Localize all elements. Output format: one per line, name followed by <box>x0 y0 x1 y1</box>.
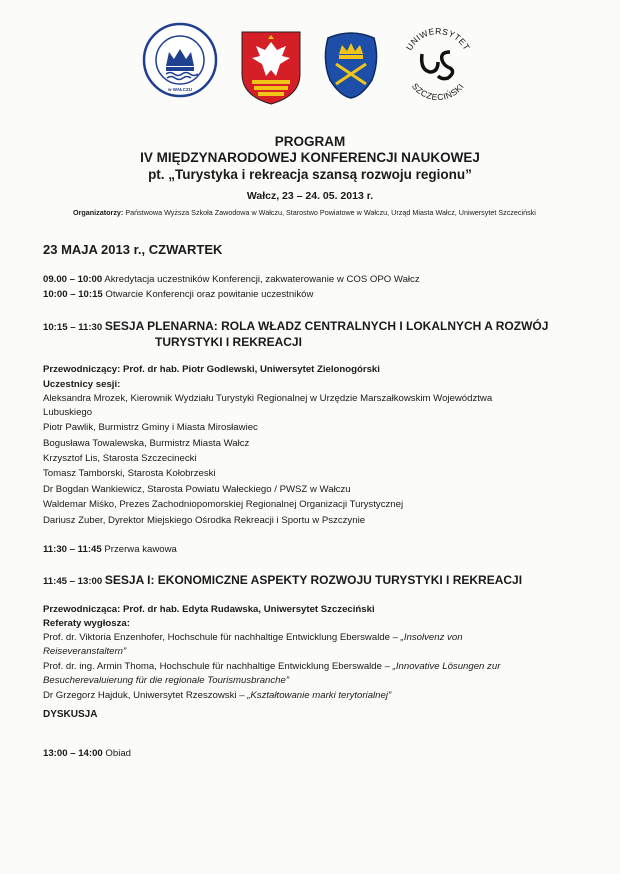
paper-author: Prof. dr. ing. Armin Thoma, Hochschule für nachhaltige Entwicklung Eberswalde – <box>43 661 393 672</box>
us-logo-top-text: UNIWERSYTET <box>403 25 473 53</box>
svg-text:SZCZECIŃSKI <box>410 81 466 102</box>
paper-title: „Insolvenz von <box>400 632 463 643</box>
discussion-label: DYSKUSJA <box>43 709 98 720</box>
session1-heading <box>43 573 522 587</box>
session-title: SESJA I: EKONOMICZNE ASPEKTY ROZWOJU TURYSTYKI I REKREACJI <box>104 573 523 587</box>
agenda-text: Obiad <box>102 748 132 759</box>
crest-logo <box>322 30 380 100</box>
plenary-session-heading <box>43 319 548 333</box>
participant-item: Dr Bogdan Wankiewicz, Starosta Powiatu Wałeckiego / PWSZ w Wałczu <box>43 484 351 495</box>
pwsz-logo <box>142 22 218 98</box>
agenda-time: 10:00 – 10:15 <box>43 289 103 300</box>
participant-item: Aleksandra Mrozek, Kierownik Wydziału Turystyki Regionalnej w Urzędzie Marszałkowskim Województwa <box>43 393 493 404</box>
session-time: 10:15 – 11:30 <box>43 322 105 333</box>
agenda-text: Otwarcie Konferencji oraz powitanie uczestników <box>102 289 314 300</box>
agenda-item-accreditation <box>43 274 420 285</box>
paper-title-cont: Besucherevaluierung für die regionale Tourismusbranche” <box>43 675 290 686</box>
papers-label: Referaty wygłosza: <box>43 618 130 629</box>
conference-title: IV MIĘDZYNARODOWEJ KONFERENCJI NAUKOWEJ <box>140 150 480 165</box>
paper-title: „Innovative Lösungen zur <box>392 661 501 672</box>
paper-author: Dr Grzegorz Hajduk, Uniwersytet Rzeszowski – <box>43 690 248 701</box>
participant-item: Krzysztof Lis, Starosta Szczecinecki <box>43 453 197 464</box>
pwsz-logo-bottom-text: w WAŁCZU <box>168 87 192 92</box>
paper-item-thoma <box>43 661 500 672</box>
agenda-item-lunch <box>43 748 131 759</box>
session-title-line2: TURYSTYKI I REKREACJI <box>155 335 302 349</box>
agenda-text: Akredytacja uczestników Konferencji, zakwaterowanie w COS OPO Wałcz <box>102 274 420 285</box>
session-time: 11:45 – 13:00 <box>43 576 105 587</box>
paper-title-cont: Reiseveranstaltern” <box>43 646 127 657</box>
conference-date-place: Wałcz, 23 – 24. 05. 2013 r. <box>246 190 374 202</box>
paper-item-hajduk <box>43 690 391 701</box>
agenda-time: 09.00 – 10:00 <box>43 274 103 285</box>
svg-text:UNIWERSYTET <box>404 26 472 52</box>
session1-chair: Przewodnicząca: Prof. dr hab. Edyta Rudawska, Uniwersytet Szczeciński <box>43 604 375 615</box>
uniwersytet-szczecinski-logo <box>400 24 476 106</box>
us-logo-bottom-text: SZCZECIŃSKI <box>410 81 466 103</box>
agenda-time: 13:00 – 14:00 <box>43 748 103 759</box>
program-title: PROGRAM <box>274 134 346 149</box>
day-heading: 23 MAJA 2013 r., CZWARTEK <box>43 242 223 257</box>
agenda-item-opening <box>43 289 313 300</box>
paper-item-enzenhofer <box>43 632 463 643</box>
participant-item: Lubuskiego <box>43 407 93 418</box>
organizers-line <box>73 208 593 217</box>
paper-author: Prof. dr. Viktoria Enzenhofer, Hochschule für nachhaltige Entwicklung Eberswalde – <box>43 632 401 643</box>
participant-item: Tomasz Tamborski, Starosta Kołobrzeski <box>43 468 216 479</box>
participant-item: Bogusława Towalewska, Burmistrz Miasta Wałcz <box>43 438 250 449</box>
paper-title: „Kształtowanie marki terytorialnej” <box>247 690 392 701</box>
participant-item: Piotr Pawlik, Burmistrz Gminy i Miasta Mirosławiec <box>43 422 258 433</box>
plenary-chair: Przewodniczący: Prof. dr hab. Piotr Godlewski, Uniwersytet Zielonogórski <box>43 364 380 375</box>
participants-label: Uczestnicy sesji: <box>43 379 121 390</box>
eagle-coat-of-arms-logo <box>240 30 302 106</box>
agenda-text: Przerwa kawowa <box>101 544 177 555</box>
session-title-line1: SESJA PLENARNA: ROLA WŁADZ CENTRALNYCH I LOKALNYCH A ROZWÓJ <box>104 319 549 333</box>
organizers-list: Państwowa Wyższa Szkoła Zawodowa w Wałczu, Starostwo Powiatowe w Wałczu, Urząd Miasta Wałcz, Uniwersytet Szczeciński <box>123 208 536 217</box>
participant-item: Dariusz Zuber, Dyrektor Miejskiego Ośrodka Rekreacji i Sportu w Pszczynie <box>43 515 366 526</box>
participant-item: Waldemar Miśko, Prezes Zachodniopomorskiej Regionalnej Organizacji Turystycznej <box>43 499 404 510</box>
organizers-label: Organizatorzy: <box>73 208 124 217</box>
agenda-time: 11:30 – 11:45 <box>43 544 102 555</box>
conference-theme: pt. „Turystyka i rekreacja szansą rozwoju regionu” <box>148 167 472 182</box>
logo-row <box>0 0 620 120</box>
agenda-item-coffee-break <box>43 544 177 555</box>
